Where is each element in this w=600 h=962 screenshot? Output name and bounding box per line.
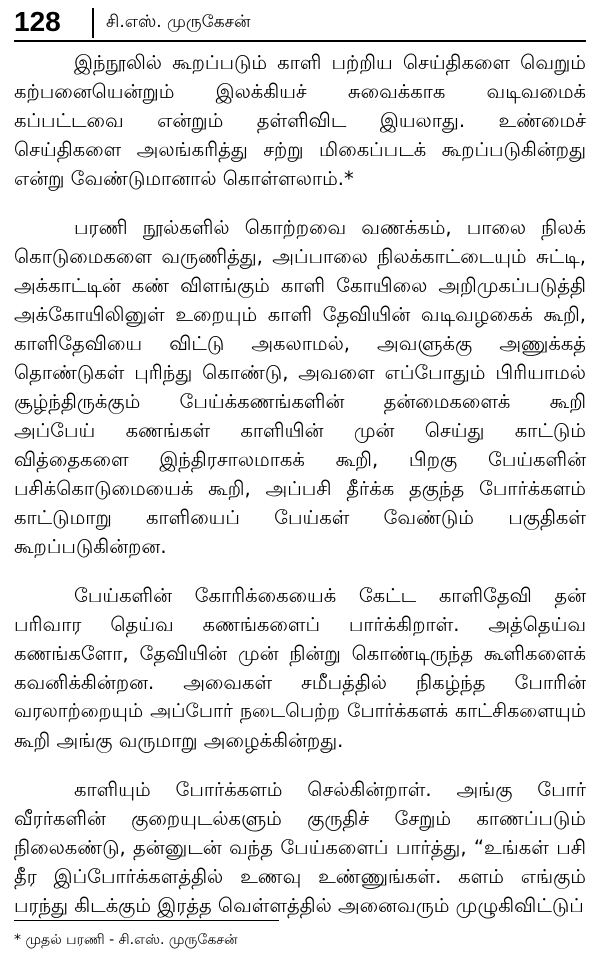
- paragraph: [14, 213, 586, 561]
- text-line: செய்திகளை அலங்கரித்து சற்று மிகைப்படக் கூறப்படுகின்றது: [14, 138, 586, 161]
- paragraph: [14, 775, 586, 920]
- text-line: சூழ்ந்திருக்கும் பேய்க்கணங்களின் தன்மைகளைக் கூறி: [14, 390, 586, 413]
- text-line: பசிக்கொடுமையைக் கூறி, அப்பசி தீர்க்க தகுந்த போர்க்களம்: [14, 477, 586, 500]
- text-line: தீர இப்போர்க்களத்தில் உணவு உண்ணுங்கள். களம் எங்கும்: [14, 865, 586, 888]
- text-line: பரந்து கிடக்கும் இரத்த வெள்ளத்தில் அனைவரும் முழுகிவிட்டுப்: [14, 894, 584, 917]
- text-line: தொண்டுகள் புரிந்து கொண்டு, அவளை எப்போதும் பிரியாமல்: [14, 361, 586, 384]
- text-line: வித்தைகளை இந்திரசாலமாகக் கூறி, பிறகு பேய்களின்: [14, 448, 586, 471]
- running-head: [14, 6, 586, 42]
- text-line: வரலாற்றையும் அப்போர் நடைபெற்ற போர்க்களக் காட்சிகளையும்: [14, 700, 586, 722]
- text-line: வீரர்களின் குறையுடல்களும் குருதிச் சேறும் காணப்படும்: [14, 807, 586, 830]
- footnote: * முதல் பரணி - சி.எஸ். முருகேசன்: [14, 932, 238, 948]
- text-line: கூறப்படுகின்றன.: [14, 535, 167, 558]
- text-line: கப்பட்டவை என்றும் தள்ளிவிட இயலாது. உண்மைச்: [14, 109, 586, 132]
- text-line: காளியும் போர்க்களம் செல்கின்றாள். அங்கு போர்: [74, 778, 586, 801]
- text-line: காளிதேவியை விட்டு அகலாமல், அவளுக்கு அணுக்கத்: [14, 332, 586, 355]
- text-line: அப்பேய் கணங்கள் காளியின் முன் செய்து காட்டும்: [14, 419, 586, 442]
- paragraph: [14, 48, 586, 193]
- text-line: பேய்களின் கோரிக்கையைக் கேட்ட காளிதேவி தன்: [74, 584, 586, 607]
- text-line: காட்டுமாறு காளியைப் பேய்கள் வேண்டும் பகுதிகள்: [14, 506, 586, 529]
- text-line: அக்கோயிலினுள் உறையும் காளி தேவியின் வடிவழகைக் கூறி,: [14, 303, 586, 326]
- text-line: இந்நூலில் கூறப்படும் காளி பற்றிய செய்திகளை வெறும்: [74, 51, 586, 74]
- text-line: அக்காட்டின் கண் விளங்கும் காளி கோயிலை அறிமுகப்படுத்தி: [14, 274, 586, 297]
- header-separator: [92, 8, 94, 38]
- text-line: கொடுமைகளை வருணித்து, அப்பாலை நிலக்காட்டையும் சுட்டி,: [14, 245, 586, 268]
- text-line: பரணி நூல்களில் கொற்றவை வணக்கம், பாலை நிலக்: [74, 216, 586, 239]
- text-line: கணங்களோ, தேவியின் முன் நின்று கொண்டிருந்த கூளிகளைக்: [14, 642, 586, 665]
- text-line: கூறி அங்கு வருமாறு அழைக்கின்றது.: [14, 729, 344, 752]
- body-text: [14, 48, 586, 940]
- text-line: என்று வேண்டுமானால் கொள்ளலாம்.*: [14, 167, 354, 190]
- text-line: கற்பனையென்றும் இலக்கியச் சுவைக்காக வடிவமைக்: [14, 80, 586, 103]
- footnote-rule: [14, 920, 279, 921]
- text-line: பரிவார தெய்வ கணங்களைப் பார்க்கிறாள். அத்தெய்வ: [14, 613, 586, 636]
- text-line: நிலைகண்டு, தன்னுடன் வந்த பேய்களைப் பார்த்து, “உங்கள் பசி: [14, 836, 586, 859]
- paragraph: [14, 581, 586, 755]
- page-number: 128: [14, 6, 61, 37]
- running-title: சி.எஸ். முருகேசன்: [106, 12, 251, 32]
- text-line: கவனிக்கின்றன. அவைகள் சமீபத்தில் நிகழ்ந்த போரின்: [14, 671, 586, 694]
